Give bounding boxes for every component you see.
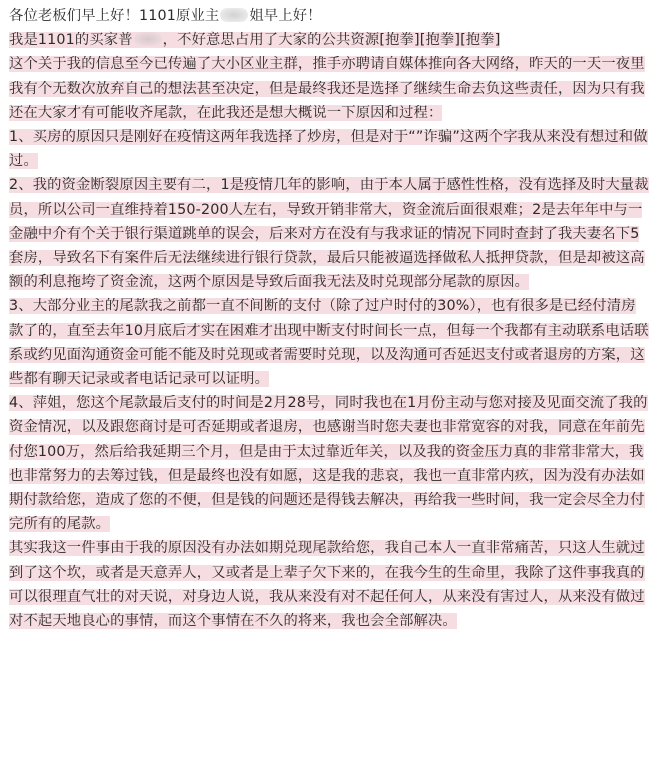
greeting-line — [9, 4, 649, 28]
intro-text-before: 我是1101的买家普 — [9, 32, 133, 49]
redacted-name-blur — [134, 32, 162, 46]
paragraph-point-4 — [9, 391, 649, 536]
document-body — [9, 4, 649, 633]
intro-line — [9, 28, 649, 52]
redacted-name-blur — [220, 8, 248, 22]
paragraph-closing-text: 其实我这一件事由于我的原因没有办法如期兑现尾款给您，我自己本人一直非常痛苦，只这人生就过到了这个坎，或者是天意弄人，又或者是上辈子欠下来的，在我今生的生命里，我除了这件事我真的可以很理直气壮的对天说，对身边人说，我从来没有对不起任何人，从来没有害过人，从来没有做过对不起天地良心的事情，而这个事情在不久的将来，我也会全部解决。 — [9, 540, 645, 630]
paragraph-point-3 — [9, 294, 649, 391]
paragraph-point-3-text: 3、大部分业主的尾款我之前都一直不间断的支付（除了过户时付的30%），也有很多是已经付清房款了的，直至去年10月底后才实在困难才出现中断支付时间长一点，但每一个我都有主动联系电话联系或约见面沟通资金可能不能及时兑现或者需要时兑现，以及沟通可否延迟支付或者退房的方案，这些都有聊天记录或者电话记录可以证明。 — [9, 298, 649, 388]
greeting-text-after: 姐早上好！ — [249, 8, 322, 24]
paragraph-background — [9, 52, 649, 125]
paragraph-point-4-text: 4、萍姐，您这个尾款最后支付的时间是2月28号，同时我也在1月份主动与您对接及见面交流了我的资金情况，以及跟您商讨是可否延期或者退房，也感谢当时您夫妻也非常宽容的对我，同意在年前先付您100万，然后给我延期三个月，但是由于太过靠近年关，以及我的资金压力真的非常非常大，我也非常努力的去筹过钱，但是最终也没有如愿，这是我的悲哀，我也一直非常内疚，因为没有办法如期付款给您，造成了您的不便，但是钱的问题还是得钱去解决，再给我一些时间，我一定会尽全力付完所有的尾款。 — [9, 395, 648, 533]
intro-text-after: ，不好意思占用了大家的公共资源[抱拳][抱拳][抱拳] — [162, 32, 501, 49]
paragraph-point-2 — [9, 173, 649, 294]
greeting-text-before: 各位老板们早上好！1101原业主 — [9, 8, 220, 24]
paragraph-closing — [9, 536, 649, 633]
paragraph-point-1 — [9, 125, 649, 173]
paragraph-point-1-text: 1、买房的原因只是刚好在疫情这两年我选择了炒房，但是对于“”诈骗”这两个字我从来没有想过和做过。 — [9, 129, 648, 170]
paragraph-background-text: 这个关于我的信息至今已传遍了大小区业主群，推手亦聘请自媒体推向各大网络，昨天的一天一夜里我有个无数次放弃自己的想法甚至决定，但是最终我还是选择了继续生命去负这些责任，因为只有我还在大家才有可能收齐尾款，在此我还是想大概说一下原因和过程： — [9, 56, 645, 121]
paragraph-point-2-text: 2、我的资金断裂原因主要有二，1是疫情几年的影响，由于本人属于感性性格，没有选择及时大量裁员，所以公司一直维持着150-200人左右，导致开销非常大，资金流后面很艰难；2是去年年中与一金融中介有个关于银行渠道跳单的误会，后来对方在没有与我求证的情况下同时查封了我夫妻名下5套房，导致名下有案件后无法继续进行银行贷款，最后只能被逼选择做私人抵押贷款，但是却被这高额的利息拖垮了资金流，这两个原因是导致后面我无法及时兑现部分尾款的原因。 — [9, 177, 649, 291]
